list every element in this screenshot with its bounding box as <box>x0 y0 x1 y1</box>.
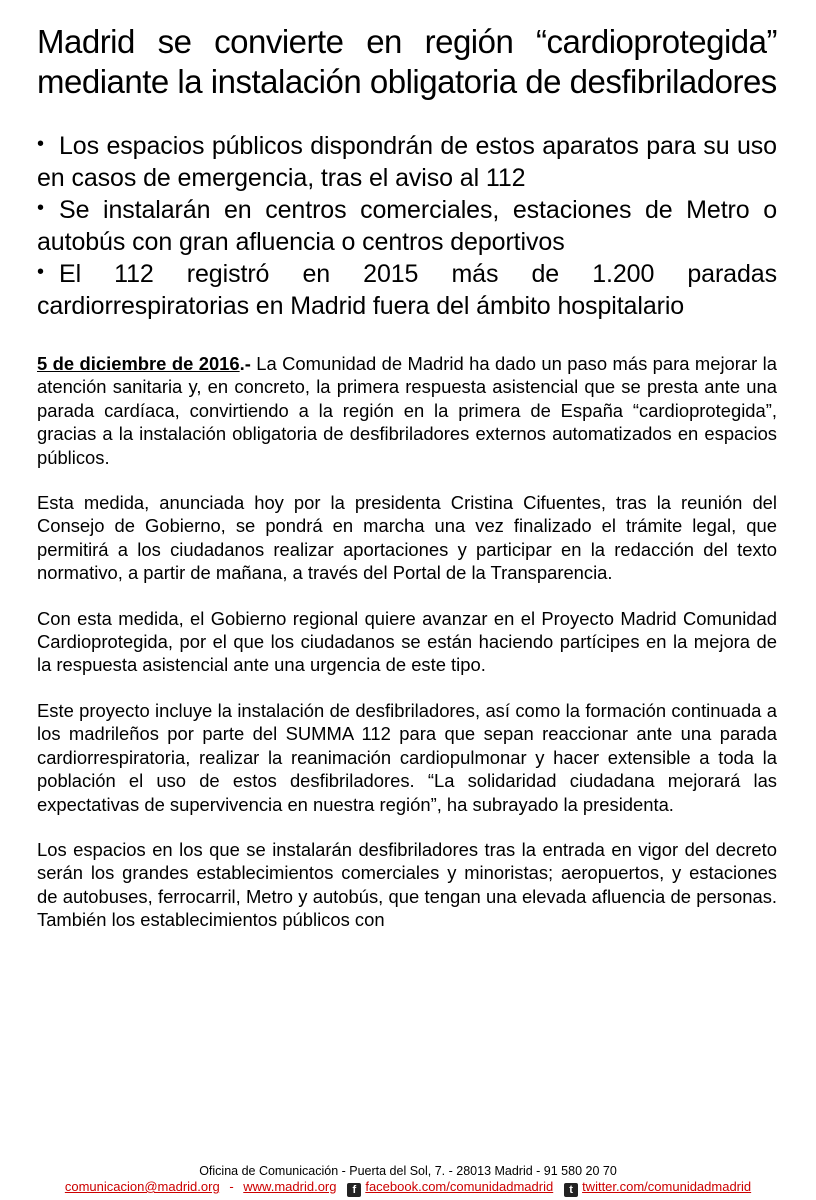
website-link[interactable]: www.madrid.org <box>243 1179 337 1194</box>
body-paragraph: Con esta medida, el Gobierno regional quiere avanzar en el Proyecto Madrid Comunidad Cardioprotegida, por el que los ciudadanos se están haciendo partícipes en la mejora de la respuesta asistencial ante una urgencia de este tipo. <box>37 607 777 676</box>
list-item <box>37 194 777 258</box>
page-title: Madrid se convierte en región “cardioprotegida” mediante la instalación obligatoria de desfibriladores <box>37 23 777 100</box>
footer-office-info: Oficina de Comunicación - Puerta del Sol, 7. - 28013 Madrid - 91 580 20 70 <box>199 1164 617 1178</box>
footer-separator: - <box>229 1179 234 1194</box>
press-date: 5 de diciembre de 2016 <box>37 353 240 374</box>
page-footer <box>0 1163 816 1197</box>
bullet-icon: • <box>37 197 44 219</box>
body-paragraph: Los espacios en los que se instalarán desfibriladores tras la entrada en vigor del decreto serán los grandes establecimientos comerciales y minoristas; aeropuertos, y estaciones de autobuses, ferrocarril, Metro y autobús, que tengan una elevada afluencia de personas. También los establecimientos públicos con <box>37 838 777 931</box>
bullet-icon: • <box>37 261 44 283</box>
footer-links <box>0 1179 816 1197</box>
body-paragraph: Esta medida, anunciada hoy por la presidenta Cristina Cifuentes, tras la reunión del Consejo de Gobierno, se pondrá en marcha una vez finalizado el trámite legal, que permitirá a los ciudadanos realizar aportaciones y participar en la redacción del texto normativo, a partir de mañana, a través del Portal de la Transparencia. <box>37 492 777 584</box>
twitter-link[interactable]: twitter.com/comunidadmadrid <box>582 1179 752 1194</box>
date-suffix: .- <box>239 353 251 374</box>
body-paragraph: Este proyecto incluye la instalación de desfibriladores, así como la formación continuada a los madrileños por parte del SUMMA 112 para que sepan reaccionar ante una parada cardiorrespiratoria, realizar la reanimación cardiopulmonar y hacer extensible a toda la población el uso de estos desfibriladores. “La solidaridad ciudadana mejorará las expectativas de supervivencia en nuestra región”, ha subrayado la presidenta. <box>37 699 777 815</box>
paragraph-text: La Comunidad de Madrid ha dado un paso más para mejorar la atención sanitaria y, en concreto, la primera respuesta asistencial que se presta ante una parada cardíaca, convirtiendo a la región en la primera de España “cardioprotegida”, gracias a la instalación obligatoria de desfibriladores externos automatizados en espacios públicos. <box>37 353 777 468</box>
highlights-list <box>37 130 777 322</box>
list-item <box>37 258 777 322</box>
email-link[interactable]: comunicacion@madrid.org <box>64 1179 220 1194</box>
bullet-text: El 112 registró en 2015 más de 1.200 paradas cardiorrespiratorias en Madrid fuera del ámbito hospitalario <box>37 260 777 320</box>
list-item <box>37 130 777 194</box>
lead-paragraph <box>37 352 777 469</box>
twitter-icon: t <box>564 1183 578 1197</box>
bullet-text: Los espacios públicos dispondrán de estos aparatos para su uso en casos de emergencia, tras el aviso al 112 <box>37 132 777 192</box>
facebook-icon: f <box>347 1183 361 1197</box>
press-release <box>37 22 777 954</box>
facebook-link[interactable]: facebook.com/comunidadmadrid <box>365 1179 554 1194</box>
bullet-text: Se instalarán en centros comerciales, estaciones de Metro o autobús con gran afluencia o centros deportivos <box>37 196 777 256</box>
bullet-icon: • <box>37 133 44 155</box>
